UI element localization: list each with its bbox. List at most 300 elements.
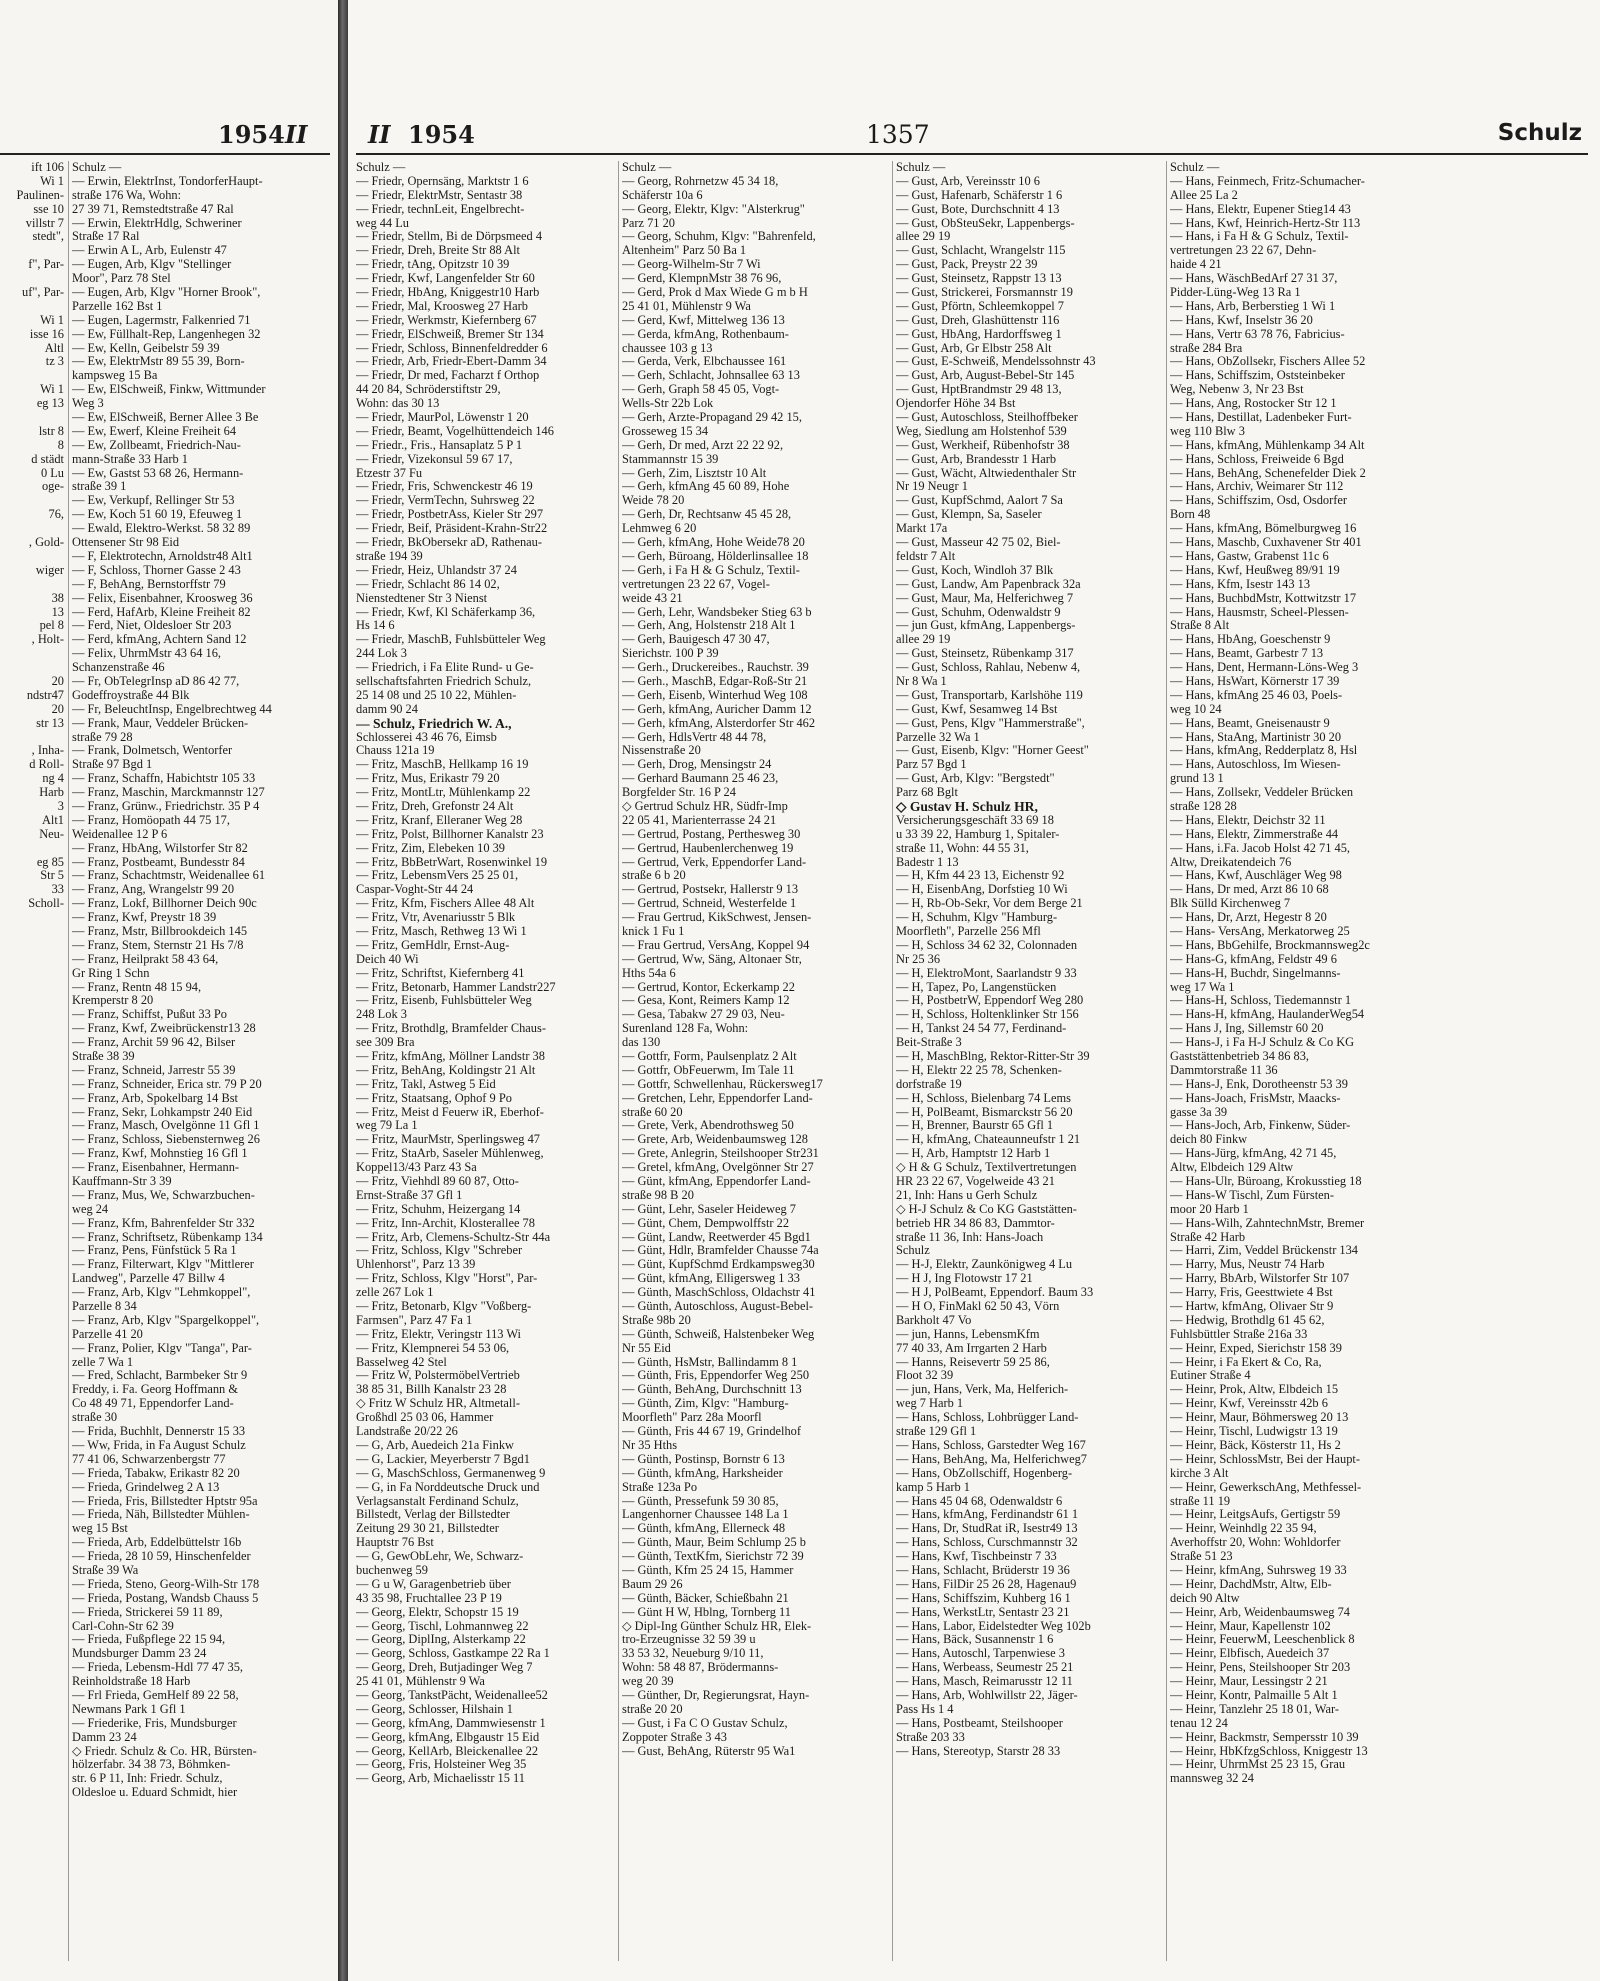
directory-entry-line: — Franz, Kwf, Mohnstieg 16 Gfl 1 bbox=[72, 1146, 248, 1161]
directory-entry-line: — Fritz, BehAng, Koldingstr 21 Alt bbox=[356, 1062, 536, 1077]
directory-entry-line: Wi 1 bbox=[40, 382, 64, 397]
directory-entry-line: Moor", Parz 78 Stel bbox=[72, 271, 171, 286]
directory-entry-line: Stammannstr 15 39 bbox=[622, 451, 719, 466]
directory-entry-line: — Friedr, Opernsäng, Marktstr 1 6 bbox=[356, 173, 529, 188]
directory-entry-line: chaussee 103 g 13 bbox=[622, 340, 713, 355]
directory-entry-line: — Hedwig, Brothdlg 61 45 62, bbox=[1170, 1312, 1325, 1327]
directory-entry-line: — Gesa, Kont, Reimers Kamp 12 bbox=[622, 993, 790, 1008]
directory-entry-line: — Heinr, Weinhdlg 22 35 94, bbox=[1170, 1521, 1317, 1536]
directory-entry-line: Billstedt, Verlag der Billstedter bbox=[356, 1507, 510, 1522]
directory-entry-line: — Hans, Schloss, Curschmannstr 32 bbox=[896, 1535, 1078, 1550]
directory-entry-line: — Hans, Beamt, Garbestr 7 13 bbox=[1170, 646, 1324, 661]
directory-entry-line: sellschaftsfahrten Friedrich Schulz, bbox=[356, 673, 532, 688]
directory-entry-line: — Hans-H, Schloss, Tiedemannstr 1 bbox=[1170, 993, 1352, 1008]
directory-entry-line: — Gerd, KlempnMstr 38 76 96, bbox=[622, 271, 782, 286]
directory-entry-line: — G u W, Garagenbetrieb über bbox=[356, 1576, 511, 1591]
directory-entry-line: — Ew, Ewerf, Kleine Freiheit 64 bbox=[72, 423, 237, 438]
directory-entry-line: — Hans, Schiffszim, Osd, Osdorfer bbox=[1170, 493, 1348, 508]
directory-entry-line: mann-Straße 33 Harb 1 bbox=[72, 451, 188, 466]
directory-entry-line: — Gust, Arb, Gr Elbstr 258 Alt bbox=[896, 340, 1052, 355]
directory-entry-line: — Fritz, Klempnerei 54 53 06, bbox=[356, 1340, 510, 1355]
directory-entry-line: — Ferd, Niet, Oldesloer Str 203 bbox=[72, 618, 232, 633]
directory-entry-line: — Friedr, Dreh, Breite Str 88 Alt bbox=[356, 243, 520, 258]
directory-entry-line: Baum 29 26 bbox=[622, 1576, 683, 1591]
directory-entry-line: — Heinr, Bäck, Kösterstr 11, Hs 2 bbox=[1170, 1437, 1341, 1452]
directory-entry-line: — Hans, HsWart, Körnerstr 17 39 bbox=[1170, 673, 1340, 688]
directory-entry-line: 33 bbox=[51, 882, 64, 897]
directory-entry-line: — H, Rb-Ob-Sekr, Vor dem Berge 21 bbox=[896, 896, 1083, 911]
directory-entry-line: — Hans, Bäck, Susannenstr 1 6 bbox=[896, 1632, 1054, 1647]
directory-entry-line: — Fritz, Brothdlg, Bramfelder Chaus- bbox=[356, 1021, 546, 1036]
directory-entry-line: zelle 7 Wa 1 bbox=[72, 1354, 134, 1369]
directory-entry-line: str. 6 P 11, Inh: Friedr. Schulz, bbox=[72, 1771, 223, 1786]
directory-entry-line: — Hans, ObZollsekr, Fischers Allee 52 bbox=[1170, 354, 1366, 369]
directory-entry-line: — Gerh, Zim, Lisztstr 10 Alt bbox=[622, 465, 767, 480]
directory-entry-line: Eutiner Straße 4 bbox=[1170, 1368, 1251, 1383]
directory-entry-line: — Fritz, Eisenb, Fuhlsbütteler Weg bbox=[356, 993, 532, 1008]
directory-entry-line: — Fritz, Betonarb, Hammer Landstr227 bbox=[356, 979, 556, 994]
directory-entry-line: — Gerh, kfmAng, Hohe Weide78 20 bbox=[622, 535, 805, 550]
directory-entry-line: 44 20 84, Schröderstiftstr 29, bbox=[356, 382, 501, 397]
directory-entry-line: ng 4 bbox=[42, 771, 64, 786]
directory-entry-line: Weidenallee 12 P 6 bbox=[72, 826, 168, 841]
directory-entry-line: — Franz, Schiffst, Pußut 33 Po bbox=[72, 1007, 228, 1022]
directory-entry-line: — Hans, Stereotyp, Starstr 28 33 bbox=[896, 1743, 1061, 1758]
directory-entry-line: — Hans, Schloss, Garstedter Weg 167 bbox=[896, 1437, 1086, 1452]
directory-entry-line: — Günth, Schweiß, Halstenbeker Weg bbox=[622, 1326, 815, 1341]
directory-entry-line: Parzelle 32 Wa 1 bbox=[896, 729, 980, 744]
directory-entry-line: — Gertrud, Verk, Eppendorfer Land- bbox=[622, 854, 807, 869]
directory-entry-line: — Günth, kfmAng, Ellerneck 48 bbox=[622, 1521, 786, 1536]
directory-entry-line: — Gerda, Verk, Elbchaussee 161 bbox=[622, 354, 787, 369]
directory-entry-line: — Gust, Klempn, Sa, Saseler bbox=[896, 507, 1042, 522]
directory-entry-line: — Georg, Rohrnetzw 45 34 18, bbox=[622, 173, 779, 188]
directory-entry-line bbox=[0, 244, 64, 258]
directory-entry-line: — Hans, kfmAng, Redderplatz 8, Hsl bbox=[1170, 743, 1358, 758]
directory-entry-line: — Hans, i Fa H & G Schulz, Textil- bbox=[1170, 229, 1349, 244]
directory-entry-line: — Franz, Ang, Wrangelstr 99 20 bbox=[72, 882, 235, 897]
directory-entry-line: — Franz, Stem, Sternstr 21 Hs 7/8 bbox=[72, 937, 244, 952]
directory-entry-line: — Franz, Schaffn, Habichtstr 105 33 bbox=[72, 771, 256, 786]
directory-entry-line: Godeffroystraße 44 Blk bbox=[72, 687, 190, 702]
directory-column-3 bbox=[896, 161, 1164, 1758]
directory-entry-line: — Hans, WerkstLtr, Sentastr 23 21 bbox=[896, 1604, 1070, 1619]
directory-entry-line: — Georg, Arb, Michaelisstr 15 11 bbox=[356, 1771, 525, 1786]
directory-entry-line: — Franz, Lokf, Billhorner Deich 90c bbox=[72, 896, 257, 911]
directory-entry-line: Caspar-Voght-Str 44 24 bbox=[356, 882, 474, 897]
directory-entry-line: — Gust, Steinsetz, Rübenkamp 317 bbox=[896, 646, 1074, 661]
directory-entry-line: Versicherungsgeschäft 33 69 18 bbox=[896, 812, 1054, 827]
directory-entry-line: — Hans, Kwf, Inselstr 36 20 bbox=[1170, 312, 1313, 327]
directory-entry-line: Schulz — bbox=[622, 161, 672, 174]
directory-entry-line: — Ew, ElSchweiß, Berner Allee 3 Be bbox=[72, 410, 259, 425]
directory-entry-line: weg 110 Blw 3 bbox=[1170, 423, 1245, 438]
directory-entry-line: — Hans, Schiffszim, Kuhberg 16 1 bbox=[896, 1590, 1071, 1605]
directory-entry-line: — Hans, kfmAng 25 46 03, Poels- bbox=[1170, 687, 1343, 702]
directory-entry-line: ◇ Friedr. Schulz & Co. HR, Bürsten- bbox=[72, 1743, 257, 1758]
directory-entry-line: — Fritz, Meist d Feuerw iR, Eberhof- bbox=[356, 1104, 544, 1119]
directory-entry-line: allee 29 19 bbox=[896, 632, 951, 647]
directory-entry-line: — Hans 45 04 68, Odenwaldstr 6 bbox=[896, 1493, 1063, 1508]
directory-entry-line: Gr Ring 1 Schn bbox=[72, 965, 150, 980]
directory-entry-line: — Franz, Masch, Ovelgönne 11 Gfl 1 bbox=[72, 1118, 260, 1133]
directory-entry-line: — jun Gust, kfmAng, Lappenbergs- bbox=[896, 618, 1076, 633]
directory-entry-line: — Gust, Landw, Am Papenbrack 32a bbox=[896, 576, 1081, 591]
directory-entry-line: — Hans, Dr, StudRat iR, Isestr49 13 bbox=[896, 1521, 1078, 1536]
directory-entry-line: — Friedr, Kwf, Langenfelder Str 60 bbox=[356, 271, 535, 286]
directory-entry-line: — Heinr, Maur, Böhmersweg 20 13 bbox=[1170, 1410, 1349, 1425]
directory-entry-line: — Günt H W, Hblng, Tornberg 11 bbox=[622, 1604, 791, 1619]
directory-entry-line bbox=[0, 731, 64, 745]
directory-entry-line: — Gust, Schloss, Rahlau, Nebenw 4, bbox=[896, 660, 1081, 675]
directory-entry-line: Straße 97 Bgd 1 bbox=[72, 757, 153, 772]
directory-entry-line: — Friedr, VermTechn, Suhrsweg 22 bbox=[356, 493, 535, 508]
directory-entry-line: — Friedr, ElSchweiß, Bremer Str 134 bbox=[356, 326, 544, 341]
directory-entry-line: — Hans-Joach, FrisMstr, Maacks- bbox=[1170, 1090, 1341, 1105]
directory-entry-line: — Günt, Lehr, Saseler Heideweg 7 bbox=[622, 1201, 796, 1216]
directory-entry-line: Grosseweg 15 34 bbox=[622, 423, 709, 438]
directory-entry-line: — Gust, Autoschloss, Steilhoffbeker bbox=[896, 410, 1078, 425]
directory-entry-line: — Gertrud, Postsekr, Hallerstr 9 13 bbox=[622, 882, 799, 897]
directory-entry-line: Hs 14 6 bbox=[356, 618, 395, 633]
directory-entry-line: 21, Inh: Hans u Gerh Schulz bbox=[896, 1187, 1038, 1202]
directory-entry-line: straße 11, Wohn: 44 55 31, bbox=[896, 840, 1029, 855]
directory-entry-line: — Fritz W, PolstermöbelVertrieb bbox=[356, 1368, 520, 1383]
directory-entry-line: — H, kfmAng, Chateaunneufstr 1 21 bbox=[896, 1132, 1081, 1147]
directory-entry-line: — Franz, Schneid, Jarrestr 55 39 bbox=[72, 1062, 236, 1077]
directory-entry-line: — Franz, Archit 59 96 42, Bilser bbox=[72, 1035, 236, 1050]
directory-entry-line: zelle 267 Lok 1 bbox=[356, 1285, 434, 1300]
directory-entry-line: Ojendorfer Höhe 34 Bst bbox=[896, 396, 1016, 411]
directory-entry-line: — Heinr, UhrmMst 25 23 15, Grau bbox=[1170, 1757, 1346, 1772]
directory-entry-line: — Hans, Werbeass, Seumestr 25 21 bbox=[896, 1660, 1074, 1675]
directory-entry-line: Straße 98b 20 bbox=[622, 1312, 691, 1327]
directory-entry-line: — Georg, Dreh, Butjadinger Weg 7 bbox=[356, 1660, 533, 1675]
directory-entry-line: Wells-Str 22b Lok bbox=[622, 396, 714, 411]
directory-entry-line: — Franz, Filterwart, Klgv "Mittlerer bbox=[72, 1257, 254, 1272]
directory-entry-line: — Heinr, Tanzlehr 25 18 01, War- bbox=[1170, 1701, 1339, 1716]
directory-entry-line: Schlosserei 43 46 76, Eimsb bbox=[356, 729, 497, 744]
directory-entry-line: 13 bbox=[51, 604, 64, 619]
directory-entry-line: — Frau Gertrud, KikSchwest, Jensen- bbox=[622, 910, 812, 925]
directory-entry-line: — Georg, kfmAng, Elbgaustr 15 Eid bbox=[356, 1729, 540, 1744]
directory-entry-line: — Günt, KupfSchmd Erdkampsweg30 bbox=[622, 1257, 815, 1272]
directory-entry-line: — Hans, kfmAng, Mühlenkamp 34 Alt bbox=[1170, 437, 1365, 452]
directory-entry-line: — Frau Gertrud, VersAng, Koppel 94 bbox=[622, 937, 810, 952]
directory-entry-line: — G, GewObLehr, We, Schwarz- bbox=[356, 1549, 524, 1564]
directory-entry-line: — Gertrud, Haubenlerchenweg 19 bbox=[622, 840, 794, 855]
directory-entry-line: ◇ Dipl-Ing Günther Schulz HR, Elek- bbox=[622, 1618, 812, 1633]
directory-entry-line: — Frieda, Postang, Wandsb Chauss 5 bbox=[72, 1590, 259, 1605]
directory-entry-line: , Holt- bbox=[31, 632, 64, 647]
directory-entry-line: — Hans-H, Buchdr, Singelmanns- bbox=[1170, 965, 1341, 980]
directory-entry-line: 22 05 41, Marienterrasse 24 21 bbox=[622, 812, 777, 827]
directory-entry-line: Straße 38 39 bbox=[72, 1049, 135, 1063]
directory-entry-line: — Gerh, Dr med, Arzt 22 22 92, bbox=[622, 437, 784, 452]
directory-entry-line: — Ew, Gastst 53 68 26, Hermann- bbox=[72, 465, 244, 480]
directory-entry-line: — Günth, Autoschloss, August-Bebel- bbox=[622, 1299, 814, 1314]
directory-entry-line: — Gust, Strickerei, Forsmannstr 19 bbox=[896, 285, 1073, 300]
directory-entry-line: — Franz, Kwf, Zweibrückenstr13 28 bbox=[72, 1021, 256, 1036]
directory-entry-line: Str 5 bbox=[40, 868, 64, 883]
directory-entry-line: — Gerh, kfmAng, Auricher Damm 12 bbox=[622, 701, 812, 716]
directory-entry-line: — Heinr, Backmstr, Sempersstr 10 39 bbox=[1170, 1729, 1359, 1744]
directory-entry-line: — Franz, Schneider, Erica str. 79 P 20 bbox=[72, 1076, 262, 1091]
directory-entry-line: — Hans, Destillat, Ladenbeker Furt- bbox=[1170, 410, 1352, 425]
directory-entry-line: — Gertrud, Ww, Säng, Altonaer Str, bbox=[622, 951, 802, 966]
directory-entry-line: moor 20 Harb 1 bbox=[1170, 1201, 1249, 1216]
directory-entry-line: — Gust, Schuhm, Odenwaldstr 9 bbox=[896, 604, 1061, 619]
directory-entry-line: Lehmweg 6 20 bbox=[622, 521, 697, 536]
directory-entry-line: — Gust, i Fa C O Gustav Schulz, bbox=[622, 1715, 788, 1730]
directory-entry-line: — Friedr, Vizekonsul 59 67 17, bbox=[356, 451, 513, 466]
directory-entry-line: weg 10 24 bbox=[1170, 701, 1222, 716]
directory-entry-line: — Gerh, Ang, Holstenstr 218 Alt 1 bbox=[622, 618, 796, 633]
directory-entry-line: ◇ H & G Schulz, Textilvertretungen bbox=[896, 1160, 1077, 1175]
directory-entry-line: — Günth, Postinsp, Bornstr 6 13 bbox=[622, 1451, 785, 1466]
directory-entry-line: Pass Hs 1 4 bbox=[896, 1701, 954, 1716]
directory-entry-line: — Gust, Arb, August-Bebel-Str 145 bbox=[896, 368, 1075, 383]
directory-entry-line: — Hans, Elektr, Deichstr 32 11 bbox=[1170, 812, 1326, 827]
directory-entry-line: — Günth, Fris 44 67 19, Grindelhof bbox=[622, 1424, 801, 1439]
directory-entry-line: — Gerh, Schlacht, Johnsallee 63 13 bbox=[622, 368, 800, 383]
directory-entry-line: lstr 8 bbox=[38, 423, 64, 438]
left-page-volume: II bbox=[285, 120, 308, 149]
directory-entry-line: straße 11 19 bbox=[1170, 1493, 1231, 1508]
directory-entry-line: straße 129 Gfl 1 bbox=[896, 1424, 977, 1439]
directory-entry-line: — Gertrud, Kontor, Eckerkamp 22 bbox=[622, 979, 795, 994]
directory-entry-line: — Fritz, MaschB, Hellkamp 16 19 bbox=[356, 757, 529, 772]
directory-entry-line: — Gust, Steinsetz, Rappstr 13 13 bbox=[896, 271, 1062, 286]
directory-entry-line: — H, EisenbAng, Dorfstieg 10 Wi bbox=[896, 882, 1068, 897]
directory-entry-line: — Franz, Polier, Klgv "Tanga", Par- bbox=[72, 1340, 252, 1355]
right-header-rule bbox=[356, 153, 1588, 155]
directory-entry-line: — H, ElektroMont, Saarlandstr 9 33 bbox=[896, 965, 1077, 980]
directory-entry-line: — Fritz, Schloss, Klgv "Schreber bbox=[356, 1243, 523, 1258]
directory-entry-line: tro-Erzeugnisse 32 59 39 u bbox=[622, 1632, 756, 1647]
directory-entry-line: — Gust, Koch, Windloh 37 Blk bbox=[896, 562, 1054, 577]
directory-entry-line: Wi 1 bbox=[40, 312, 64, 327]
left-page-year: 1954 bbox=[218, 120, 285, 149]
directory-entry-line: — Franz, Maschin, Marckmannstr 127 bbox=[72, 785, 265, 800]
directory-entry-line: Wohn: 58 48 87, Brödermanns- bbox=[622, 1660, 779, 1675]
directory-entry-line: — Fritz, MontLtr, Mühlenkamp 22 bbox=[356, 785, 531, 800]
directory-entry-line: — Gerh, Arzte-Propagand 29 42 15, bbox=[622, 410, 802, 425]
directory-entry-line: — Gertrud, Postang, Perthesweg 30 bbox=[622, 826, 801, 841]
directory-entry-line: — Georg, KellArb, Bleickenallee 22 bbox=[356, 1743, 539, 1758]
directory-entry-line: — Hans, BuchbdMstr, Kottwitzstr 17 bbox=[1170, 590, 1357, 605]
book-gutter bbox=[338, 0, 348, 1981]
directory-entry-line: Alt1 bbox=[41, 812, 64, 827]
directory-entry-line: d Roll- bbox=[29, 757, 64, 772]
directory-entry-line: wiger bbox=[35, 562, 64, 577]
directory-entry-line: — Gerh, kfmAng 45 60 89, Hohe bbox=[622, 479, 790, 494]
directory-entry-line: — Grete, Verk, Abendrothsweg 50 bbox=[622, 1118, 794, 1133]
directory-entry-line: — Gust, Pens, Klgv "Hammerstraße", bbox=[896, 715, 1085, 730]
directory-entry-line: — Friedr, Beif, Präsident-Krahn-Str22 bbox=[356, 521, 548, 536]
directory-entry-line: — Franz, Arb, Klgv "Lehmkoppel", bbox=[72, 1285, 251, 1300]
directory-entry-line: Straße 39 Wa bbox=[72, 1562, 139, 1577]
directory-entry-line: Straße 17 Ral bbox=[72, 229, 140, 244]
directory-entry-line: Gaststättenbetrieb 34 86 83, bbox=[1170, 1049, 1310, 1063]
directory-entry-line bbox=[0, 661, 64, 675]
directory-entry-line: villstr 7 bbox=[25, 215, 64, 230]
directory-entry-line: Carl-Cohn-Str 62 39 bbox=[72, 1618, 174, 1633]
directory-entry-line: — Friederike, Fris, Mundsburger bbox=[72, 1715, 237, 1730]
directory-entry-line: — Heinr, Exped, Sierichstr 158 39 bbox=[1170, 1340, 1342, 1355]
directory-entry-line: — Hans, StaAng, Martinistr 30 20 bbox=[1170, 729, 1342, 744]
directory-entry-line: — Friedr, ElektrMstr, Sentastr 38 bbox=[356, 187, 523, 202]
directory-entry-line: — Hans-J, Enk, Dorotheenstr 53 39 bbox=[1170, 1076, 1348, 1091]
directory-entry-line: — Frieda, Strickerei 59 11 89, bbox=[72, 1604, 223, 1619]
directory-entry-line: Barkholt 47 Vo bbox=[896, 1312, 972, 1327]
directory-entry-line: straße 79 28 bbox=[72, 729, 133, 744]
directory-entry-line: damm 90 24 bbox=[356, 701, 418, 716]
directory-entry-line: — Harri, Zim, Veddel Brückenstr 134 bbox=[1170, 1243, 1358, 1258]
column-divider bbox=[1166, 161, 1167, 1961]
directory-entry-line: — Hans, ObZollschiff, Hogenberg- bbox=[896, 1465, 1073, 1480]
directory-entry-line: — Günth, HsMstr, Ballindamm 8 1 bbox=[622, 1354, 798, 1369]
directory-column-2 bbox=[622, 161, 890, 1758]
directory-entry-line: — Fritz, Viehhdl 89 60 87, Otto- bbox=[356, 1174, 519, 1189]
directory-entry-line: — Gerh, Dr, Rechtsanw 45 45 28, bbox=[622, 507, 792, 522]
directory-entry-line: — Gerh, Graph 58 45 05, Vogt- bbox=[622, 382, 780, 397]
directory-entry-line: — Franz, Mus, We, Schwarzbuchen- bbox=[72, 1187, 255, 1202]
directory-entry-line: — Hans, Schloss, Lohbrügger Land- bbox=[896, 1410, 1079, 1425]
directory-entry-line: — Hans-H, kfmAng, HaulanderWeg54 bbox=[1170, 1007, 1365, 1022]
directory-entry-line: Surenland 128 Fa, Wohn: bbox=[622, 1021, 749, 1036]
directory-entry-line: — Franz, Kfm, Bahrenfelder Str 332 bbox=[72, 1215, 255, 1230]
directory-entry-line: — Friedr, Kwf, Kl Schäferkamp 36, bbox=[356, 604, 536, 619]
directory-entry-line: — Gust, E-Schweiß, Mendelssohnstr 43 bbox=[896, 354, 1096, 369]
directory-entry-line: — Günth, TextKfm, Sierichstr 72 39 bbox=[622, 1549, 804, 1564]
directory-entry-line: — Georg, Schuhm, Klgv: "Bahrenfeld, bbox=[622, 229, 816, 244]
directory-entry-line: — Ew, ElSchweiß, Finkw, Wittmunder bbox=[72, 382, 266, 397]
directory-entry-line: — Friedr, Beamt, Vogelhüttendeich 146 bbox=[356, 423, 554, 438]
directory-entry-line: — Gottfr, ObFeuerwm, Im Tale 11 bbox=[622, 1062, 795, 1077]
directory-entry-line: stedt", bbox=[32, 229, 64, 244]
directory-entry-line: — G, Arb, Auedeich 21a Finkw bbox=[356, 1437, 514, 1452]
directory-entry-line: — Frieda, 28 10 59, Hinschenfelder bbox=[72, 1549, 251, 1564]
directory-entry-line: — Fritz, Dreh, Grefonstr 24 Alt bbox=[356, 798, 514, 813]
directory-entry-line: — Hans, Dent, Hermann-Löns-Weg 3 bbox=[1170, 660, 1359, 675]
directory-entry-line: Weg, Nebenw 3, Nr 23 Bst bbox=[1170, 382, 1304, 397]
directory-entry-line: — Felix, Eisenbahner, Kroosweg 36 bbox=[72, 590, 253, 605]
directory-entry-line: — Schulz, Friedrich W. A., bbox=[356, 715, 512, 731]
directory-entry-line: — G, MaschSchloss, Germanenweg 9 bbox=[356, 1465, 546, 1480]
directory-entry-line: — Fritz, Arb, Clemens-Schultz-Str 44a bbox=[356, 1229, 551, 1244]
directory-entry-line: — G, in Fa Norddeutsche Druck und bbox=[356, 1479, 540, 1494]
directory-entry-line: — Frieda, Fußpflege 22 15 94, bbox=[72, 1632, 226, 1647]
directory-entry-line: — Frieda, Steno, Georg-Wilh-Str 178 bbox=[72, 1576, 260, 1591]
directory-entry-line: — Gust, Eisenb, Klgv: "Horner Geest" bbox=[896, 743, 1089, 758]
directory-entry-line: isse 16 bbox=[29, 326, 64, 341]
directory-entry-line: — Günt, Hdlr, Bramfelder Chausse 74a bbox=[622, 1243, 819, 1258]
directory-entry-line: — Hans, HbAng, Goeschenstr 9 bbox=[1170, 632, 1331, 647]
directory-entry-line: sse 10 bbox=[33, 201, 64, 216]
directory-entry-line: deich 90 Altw bbox=[1170, 1590, 1240, 1605]
directory-entry-line: Parz 68 Bglt bbox=[896, 785, 958, 800]
directory-entry-line: — Gerh, Drog, Mensingstr 24 bbox=[622, 757, 772, 772]
directory-entry-line: 0 Lu bbox=[40, 465, 64, 480]
directory-entry-line: — Fritz, GemHdlr, Ernst-Aug- bbox=[356, 937, 510, 952]
directory-entry-line: — H, Brenner, Baurstr 65 Gfl 1 bbox=[896, 1118, 1054, 1133]
directory-entry-line: — Günt, Chem, Dempwolffstr 22 bbox=[622, 1215, 790, 1230]
directory-entry-line: — Hans, Elektr, Eupener Stieg14 43 bbox=[1170, 201, 1351, 216]
directory-entry-line: Harb bbox=[39, 785, 64, 800]
directory-entry-line: — Fritz, Schloss, Klgv "Horst", Par- bbox=[356, 1271, 538, 1286]
directory-entry-line: Floot 32 39 bbox=[896, 1368, 954, 1383]
directory-entry-line: — Gust, Pack, Preystr 22 39 bbox=[896, 257, 1038, 272]
directory-entry-line: — H-J, Elektr, Zaunkönigweg 4 Lu bbox=[896, 1257, 1073, 1272]
directory-entry-line: — Franz, Pens, Fünfstück 5 Ra 1 bbox=[72, 1243, 237, 1258]
directory-entry-line: — Hans, Elektr, Zimmerstraße 44 bbox=[1170, 826, 1339, 841]
directory-entry-line: — Hans, kfmAng, Bömelburgweg 16 bbox=[1170, 521, 1357, 536]
directory-entry-line: Weg, Siedlung am Holstenhof 539 bbox=[896, 423, 1067, 438]
directory-entry-line: — Hans, i.Fa. Jacob Holst 42 71 45, bbox=[1170, 840, 1350, 855]
directory-entry-line: Borgfelder Str. 16 P 24 bbox=[622, 785, 736, 800]
directory-entry-line: — Hans, Feinmech, Fritz-Schumacher- bbox=[1170, 173, 1365, 188]
directory-entry-line: — Frank, Dolmetsch, Wentorfer bbox=[72, 743, 233, 758]
directory-entry-line: straße 39 1 bbox=[72, 479, 127, 494]
directory-entry-line: — Frieda, Arb, Eddelbüttelstr 16b bbox=[72, 1535, 242, 1550]
directory-entry-line: Badestr 1 13 bbox=[896, 854, 959, 869]
page-number: 1357 bbox=[866, 120, 930, 149]
directory-entry-line: — Gust, HbAng, Hardorffsweg 1 bbox=[896, 326, 1062, 341]
directory-entry-line: deich 80 Finkw bbox=[1170, 1132, 1248, 1147]
directory-entry-line: — Hans, Archiv, Weimarer Str 112 bbox=[1170, 479, 1344, 494]
directory-entry-line: pel 8 bbox=[39, 618, 64, 633]
directory-entry-line: oge- bbox=[41, 479, 64, 494]
directory-entry-line: — Fritz, Staatsang, Ophof 9 Po bbox=[356, 1090, 512, 1105]
directory-entry-line: — Hans, Gastw, Grabenst 11c 6 bbox=[1170, 548, 1329, 563]
directory-entry-line: Nr 35 Hths bbox=[622, 1437, 678, 1452]
directory-entry-line: — Friedr, Werkmstr, Kiefernberg 67 bbox=[356, 312, 537, 327]
directory-entry-line: — Grete, Arb, Weidenbaumsweg 128 bbox=[622, 1132, 808, 1147]
directory-entry-line bbox=[0, 494, 64, 508]
directory-entry-line: — H J, Ing Flotowstr 17 21 bbox=[896, 1271, 1033, 1286]
directory-entry-line: — Frieda, Fris, Billstedter Hptstr 95a bbox=[72, 1493, 258, 1508]
directory-entry-line: weg 24 bbox=[72, 1201, 109, 1216]
directory-entry-line: — Eugen, Lagermstr, Falkenried 71 bbox=[72, 312, 251, 327]
directory-entry-line: Nr 25 36 bbox=[896, 951, 941, 966]
directory-entry-line: str 13 bbox=[36, 715, 64, 730]
directory-entry-line: — Fritz, Schuhm, Heizergang 14 bbox=[356, 1201, 521, 1216]
directory-entry-line: allee 29 19 bbox=[896, 229, 951, 244]
directory-entry-line: 3 bbox=[57, 798, 64, 813]
directory-entry-line: grund 13 1 bbox=[1170, 771, 1224, 786]
directory-entry-line: hölzerfabr. 34 38 73, Böhmken- bbox=[72, 1757, 231, 1772]
directory-entry-line: — Hans, kfmAng, Ferdinandstr 61 1 bbox=[896, 1507, 1079, 1522]
directory-entry-line: — Hans-W Tischl, Zum Fürsten- bbox=[1170, 1187, 1334, 1202]
directory-entry-line bbox=[0, 300, 64, 314]
directory-entry-line: — Friedr, Stellm, Bi de Dörpsmeed 4 bbox=[356, 229, 543, 244]
directory-entry-line: — Heinr, Arb, Weidenbaumsweg 74 bbox=[1170, 1604, 1350, 1619]
directory-entry-line: — Hans-Ulr, Büroang, Krokusstieg 18 bbox=[1170, 1174, 1362, 1189]
directory-entry-line: — F, Schloss, Thorner Gasse 2 43 bbox=[72, 562, 241, 577]
directory-column-1 bbox=[356, 161, 614, 1786]
directory-entry-line: Nienstedtener Str 3 Nienst bbox=[356, 590, 488, 605]
directory-entry-line: Moorfleth" Parz 28a Moorfl bbox=[622, 1410, 762, 1425]
directory-entry-line: — Friedr., Fris., Hansaplatz 5 P 1 bbox=[356, 437, 523, 452]
directory-entry-line: Deich 40 Wi bbox=[356, 951, 419, 966]
directory-entry-line: — Frieda, Näh, Billstedter Mühlen- bbox=[72, 1507, 250, 1522]
directory-entry-line: Wi 1 bbox=[40, 173, 64, 188]
directory-entry-line: — Gust, Schlacht, Wrangelstr 115 bbox=[896, 243, 1066, 258]
directory-entry-line: — Felix, UhrmMstr 43 64 16, bbox=[72, 646, 222, 661]
directory-entry-line: — Franz, Grünw., Friedrichstr. 35 P 4 bbox=[72, 798, 260, 813]
directory-entry-line: — Gerd, Kwf, Mittelweg 136 13 bbox=[622, 312, 785, 327]
